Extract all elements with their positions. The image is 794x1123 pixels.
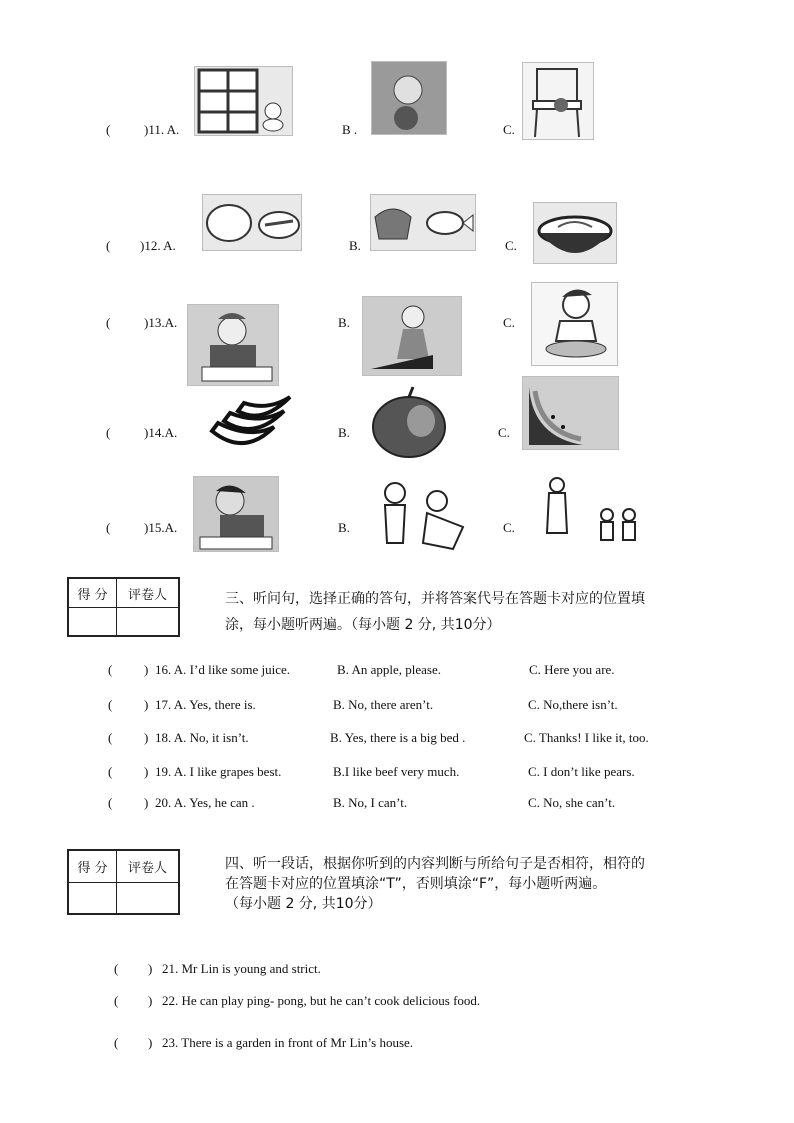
helping-person-image[interactable] (372, 476, 470, 560)
girl-washing-clothes-image[interactable] (531, 282, 618, 366)
score-box-section-3 (67, 577, 180, 637)
teacher-and-children-image[interactable] (528, 474, 646, 552)
answer-paren-open[interactable]: ( (114, 961, 119, 976)
answer-paren-close: ) (148, 993, 153, 1008)
watermelon-image[interactable] (522, 376, 619, 450)
answer-paren-close: ) (144, 662, 149, 677)
apple-image[interactable] (366, 384, 452, 460)
option-c: C. Thanks! I like it, too. (524, 730, 649, 745)
grader-cell[interactable] (117, 608, 179, 636)
grader-label: 评卷人 (117, 851, 179, 883)
question-number: )14.A. (144, 425, 178, 440)
option-b-label: B. (338, 315, 350, 330)
section-3-instruction-line-2: 涂，每小题听两遍。（每小题 2 分, 共10分） (225, 617, 501, 633)
answer-paren-open[interactable]: ( (114, 1035, 119, 1050)
answer-paren-close: ) (144, 730, 149, 745)
option-c: C. I don’t like pears. (528, 764, 635, 779)
answer-paren-close: ) (148, 1035, 153, 1050)
answer-paren-close: ) (144, 795, 149, 810)
score-cell[interactable] (69, 608, 117, 636)
answer-paren-open[interactable]: ( (106, 520, 111, 535)
option-b-label: B . (342, 122, 358, 137)
option-a: 20. A. Yes, he can . (155, 795, 255, 810)
answer-paren-open[interactable]: ( (106, 425, 111, 440)
option-c-label: C. (505, 238, 517, 253)
window-dog-image[interactable] (194, 66, 293, 136)
noodles-bowl-image[interactable] (533, 202, 617, 264)
statement-text: 23. There is a garden in front of Mr Lin’s house. (162, 1035, 414, 1050)
option-b: B.I like beef very much. (333, 764, 460, 779)
grader-cell[interactable] (117, 883, 179, 914)
boy-writing-image[interactable] (187, 304, 279, 386)
score-label: 得 分 (69, 851, 117, 883)
option-c: C. No,there isn’t. (528, 697, 618, 712)
rice-and-vegetables-image[interactable] (202, 194, 302, 251)
answer-paren-close: ) (144, 764, 149, 779)
answer-paren-open[interactable]: ( (106, 315, 111, 330)
question-number: )12. A. (140, 238, 176, 253)
answer-paren-open[interactable]: ( (108, 697, 113, 712)
option-c: C. No, she can’t. (528, 795, 616, 810)
section-3-instructions (225, 586, 645, 638)
answer-paren-close: ) (144, 697, 149, 712)
question-number: )15.A. (144, 520, 178, 535)
statement-text: 22. He can play ping- pong, but he can’t cook delicious food. (162, 993, 481, 1008)
section-4-instructions (225, 854, 645, 914)
grader-label: 评卷人 (117, 579, 179, 608)
answer-paren-open[interactable]: ( (106, 238, 111, 253)
option-b: B. No, there aren’t. (333, 697, 434, 712)
score-cell[interactable] (69, 883, 117, 914)
section-4-instruction-line-1: 四、听一段话，根据你听到的内容判断与所给句子是否相符，相符的 (225, 856, 645, 872)
section-3-instruction-line-1: 三、听问句，选择正确的答句，并将答案代号在答题卡对应的位置填 (225, 591, 645, 607)
statement-text: 21. Mr Lin is young and strict. (162, 961, 321, 976)
rice-and-fish-image[interactable] (370, 194, 476, 251)
option-b-label: B. (338, 520, 350, 535)
score-label: 得 分 (69, 579, 117, 608)
dog-on-ball-image[interactable] (371, 61, 447, 135)
option-b-label: B. (338, 425, 350, 440)
score-box-section-4 (67, 849, 180, 915)
question-number: )11. A. (144, 122, 180, 137)
question-number: )13.A. (144, 315, 178, 330)
option-c-label: C. (503, 520, 515, 535)
option-c-label: C. (498, 425, 510, 440)
answer-paren-open[interactable]: ( (108, 730, 113, 745)
option-c: C. Here you are. (529, 662, 615, 677)
section-4-instruction-line-2: 在答题卡对应的位置填涂“T”，否则填涂“F”，每小题听两遍。 (225, 876, 607, 892)
option-c-label: C. (503, 315, 515, 330)
answer-paren-open[interactable]: ( (108, 662, 113, 677)
dog-on-chair-image[interactable] (522, 62, 594, 140)
option-a: 16. A. I’d like some juice. (155, 662, 291, 677)
boy-reading-image[interactable] (193, 476, 279, 552)
option-a: 19. A. I like grapes best. (155, 764, 282, 779)
option-b: B. No, I can’t. (333, 795, 408, 810)
answer-paren-open[interactable]: ( (114, 993, 119, 1008)
answer-paren-open[interactable]: ( (108, 795, 113, 810)
option-a: 18. A. No, it isn’t. (155, 730, 249, 745)
option-b: B. Yes, there is a big bed . (330, 730, 466, 745)
section-4-instruction-line-3: （每小题 2 分, 共10分） (225, 896, 382, 912)
option-c-label: C. (503, 122, 515, 137)
option-a: 17. A. Yes, there is. (155, 697, 256, 712)
girl-cooking-image[interactable] (362, 296, 462, 376)
bananas-image[interactable] (203, 386, 297, 454)
answer-paren-open[interactable]: ( (106, 122, 111, 137)
option-b: B. An apple, please. (337, 662, 441, 677)
answer-paren-close: ) (148, 961, 153, 976)
option-b-label: B. (349, 238, 361, 253)
answer-paren-open[interactable]: ( (108, 764, 113, 779)
